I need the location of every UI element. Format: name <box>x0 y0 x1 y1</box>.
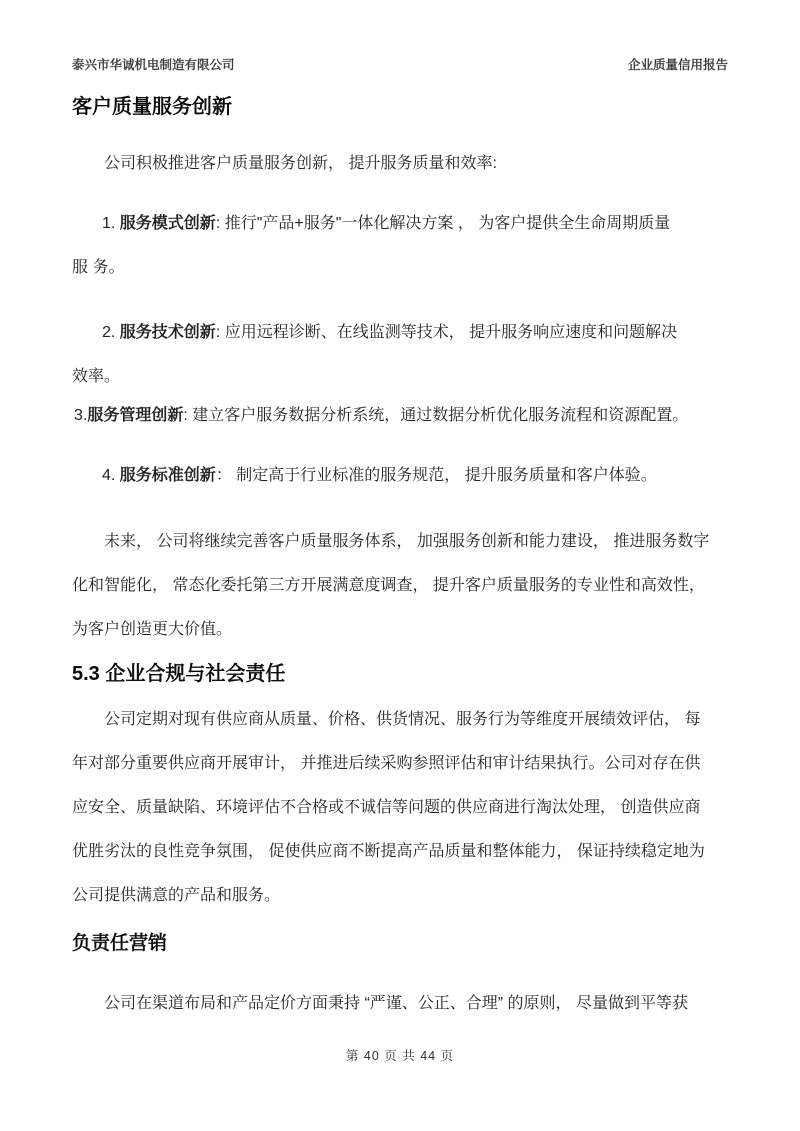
item-1-number: 1. <box>102 215 120 232</box>
item-3-number: 3. <box>74 407 88 424</box>
item-2-text: : 应用远程诊断、在线监测等技术， 提升服务响应速度和问题解决 <box>215 324 678 341</box>
item-1-label: 服务模式创新 <box>119 215 216 232</box>
service-list-item-1 <box>102 216 670 232</box>
section-title-responsible-marketing: 负责任营销 <box>72 933 168 954</box>
item-2-number: 2. <box>102 324 120 341</box>
service-list-item-4 <box>102 468 657 484</box>
compliance-paragraph-line-1: 公司定期对现有供应商从质量、价格、供货情况、服务行为等维度开展绩效评估， 每 <box>104 711 701 728</box>
item-2-label: 服务技术创新 <box>119 324 216 341</box>
item-4-number: 4. <box>102 467 120 484</box>
compliance-paragraph-line-2: 年对部分重要供应商开展审计， 并推进后续采购参照评估和审计结果执行。公司对存在供 <box>72 755 701 772</box>
service-list-item-1-continuation: 服 务。 <box>72 259 125 276</box>
compliance-paragraph-line-4: 优胜劣汰的良性竞争氛围， 促使供应商不断提高产品质量和整体能力， 保证持续稳定地为 <box>72 843 705 860</box>
item-3-label: 服务管理创新 <box>87 407 184 424</box>
item-3-text: : 建立客户服务数据分析系统，通过数据分析优化服务流程和资源配置。 <box>183 407 689 424</box>
service-outlook-line-1: 未来， 公司将继续完善客户质量服务体系， 加强服务创新和能力建设， 推进服务数字 <box>104 533 710 550</box>
compliance-paragraph-line-5: 公司提供满意的产品和服务。 <box>72 887 281 904</box>
item-1-text: : 推行"产品+服务"一体化解决方案 ， 为客户提供全生命周期质量 <box>215 215 671 232</box>
service-intro-paragraph: 公司积极推进客户质量服务创新， 提升服务质量和效率: <box>104 155 497 172</box>
header-report-title: 企业质量信用报告 <box>627 58 728 72</box>
section-title-service-innovation: 客户质量服务创新 <box>72 96 232 118</box>
service-outlook-line-3: 为客户创造更大价值。 <box>72 621 233 638</box>
marketing-paragraph-line-1: 公司在渠道布局和产品定价方面秉持 “严谨、公正、合理” 的原则， 尽量做到平等获 <box>104 995 688 1012</box>
service-list-item-3 <box>74 408 688 424</box>
service-outlook-line-2: 化和智能化， 常态化委托第三方开展满意度调查， 提升客户质量服务的专业性和高效性， <box>72 577 705 594</box>
compliance-paragraph-line-3: 应安全、质量缺陷、环境评估不合格或不诚信等问题的供应商进行淘汰处理， 创造供应商 <box>72 799 701 816</box>
service-list-item-2-continuation: 效率。 <box>72 368 121 385</box>
item-4-text: ： 制定高于行业标准的服务规范， 提升服务质量和客户体验。 <box>215 467 657 484</box>
service-list-item-2 <box>102 325 677 341</box>
item-4-label: 服务标准创新 <box>119 467 216 484</box>
page-number-footer: 第 40 页 共 44 页 <box>345 1049 455 1063</box>
section-title-compliance: 5.3 企业合规与社会责任 <box>72 663 286 685</box>
header-company-name: 泰兴市华诚机电制造有限公司 <box>72 58 235 72</box>
